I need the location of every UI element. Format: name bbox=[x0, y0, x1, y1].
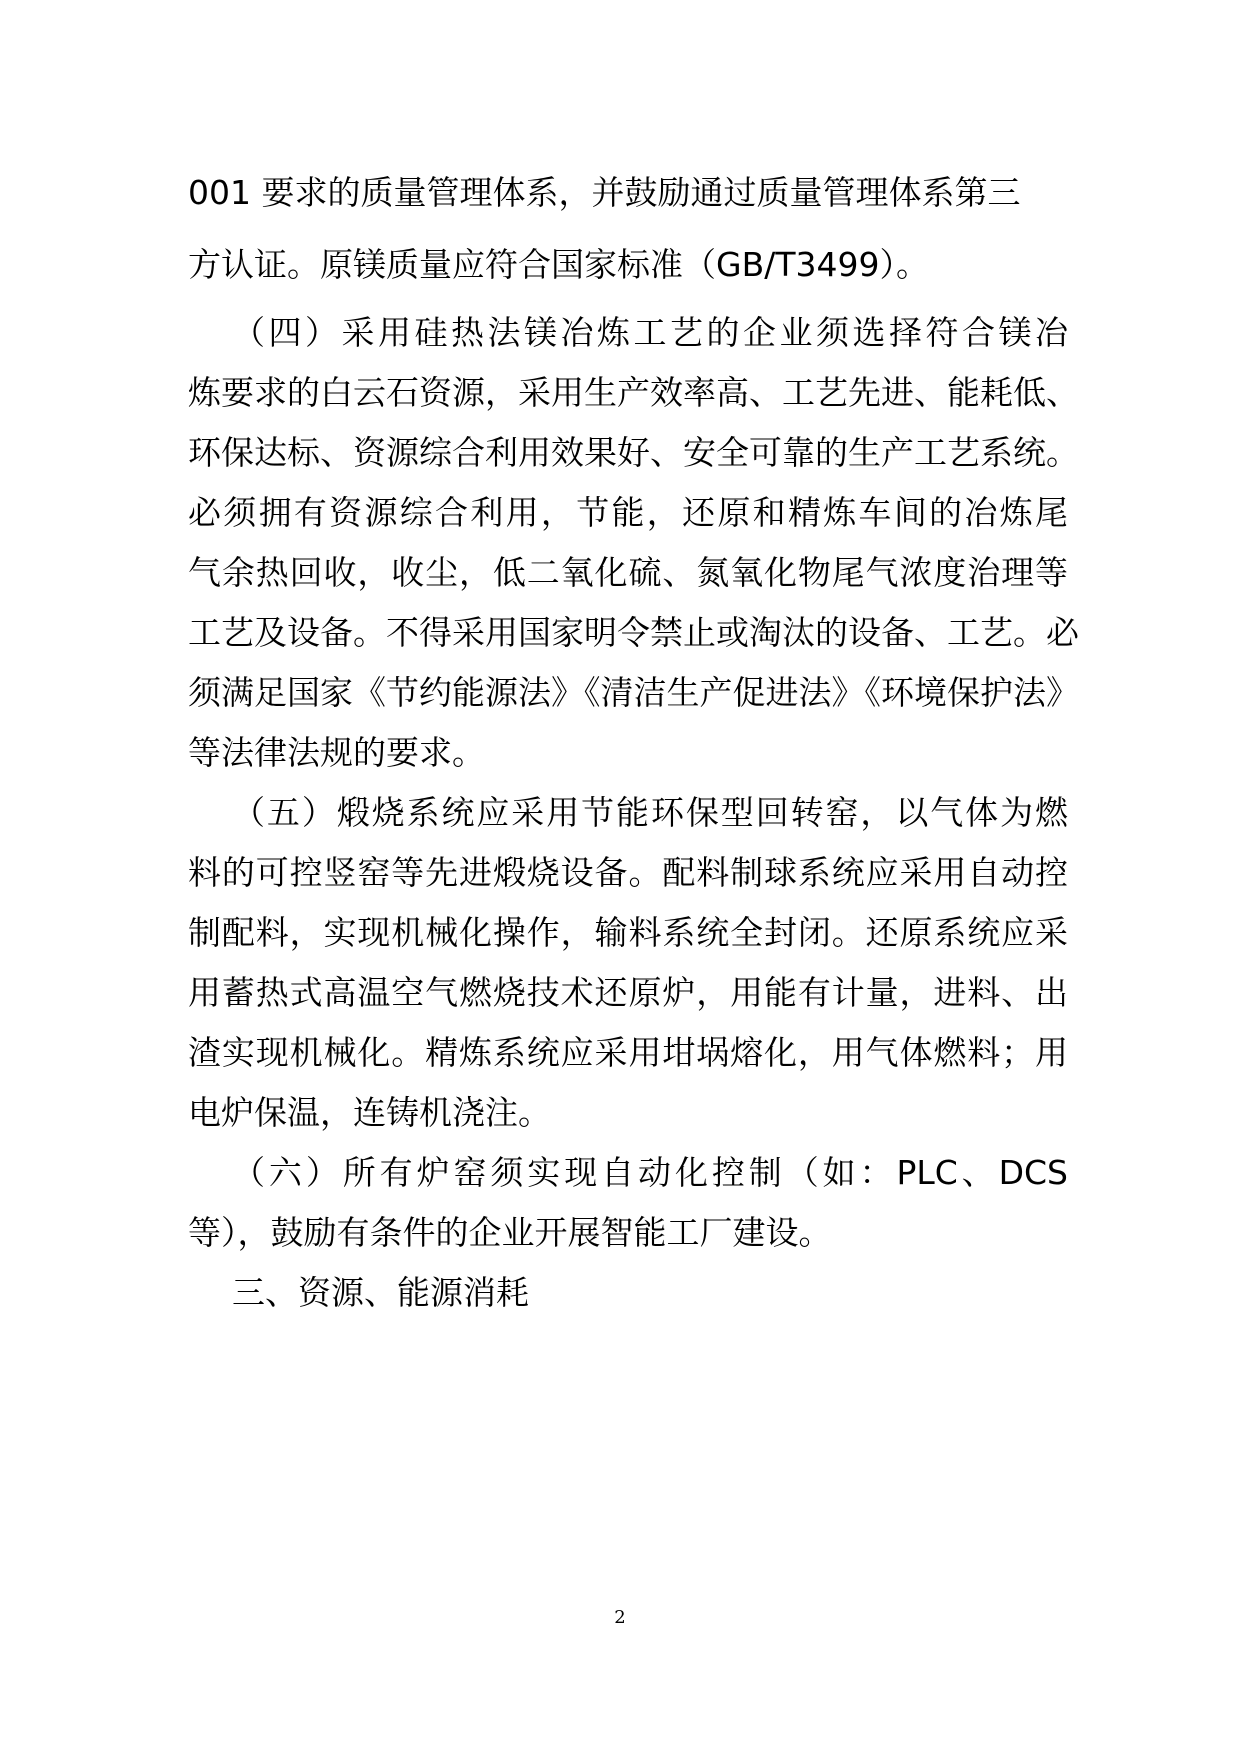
text-line: 炼要求的白云石资源，采用生产效率高、工艺先进、能耗低、 bbox=[188, 373, 1079, 412]
text-line: 方认证。原镁质量应符合国家标准（GB/T3499）。 bbox=[188, 245, 929, 284]
text-line: 用蓄热式高温空气燃烧技术还原炉，用能有计量，进料、出 bbox=[188, 973, 1068, 1012]
text-line: 电炉保温，连铸机浇注。 bbox=[188, 1093, 551, 1132]
section-five-line: （五）煅烧系统应采用节能环保型回转窑，以气体为燃 bbox=[232, 793, 1068, 832]
text-line: 工艺及设备。不得采用国家明令禁止或淘汰的设备、工艺。必 bbox=[188, 613, 1079, 652]
text-line: 必须拥有资源综合利用，节能，还原和精炼车间的冶炼尾 bbox=[188, 493, 1068, 532]
text-line: 料的可控竖窑等先进煅烧设备。配料制球系统应采用自动控 bbox=[188, 853, 1068, 892]
text-line: 等法律法规的要求。 bbox=[188, 733, 485, 772]
page-number: 2 bbox=[614, 1607, 626, 1628]
text-line: 须满足国家《节约能源法》《清洁生产促进法》《环境保护法》 bbox=[188, 673, 1079, 712]
text-line: 001 要求的质量管理体系，并鼓励通过质量管理体系第三 bbox=[188, 173, 1021, 212]
section-four-line: （四）采用硅热法镁冶炼工艺的企业须选择符合镁冶 bbox=[232, 313, 1068, 352]
section-heading: 三、资源、能源消耗 bbox=[232, 1273, 529, 1312]
text-line: 等），鼓励有条件的企业开展智能工厂建设。 bbox=[188, 1213, 832, 1252]
section-six-line: （六）所有炉窑须实现自动化控制（如：PLC、DCS bbox=[232, 1153, 1068, 1192]
text-line: 制配料，实现机械化操作，输料系统全封闭。还原系统应采 bbox=[188, 913, 1068, 952]
text-line: 渣实现机械化。精炼系统应采用坩埚熔化，用气体燃料；用 bbox=[188, 1033, 1068, 1072]
text-line: 气余热回收，收尘，低二氧化硫、氮氧化物尾气浓度治理等 bbox=[188, 553, 1068, 592]
text-line: 环保达标、资源综合利用效果好、安全可靠的生产工艺系统。 bbox=[188, 433, 1079, 472]
